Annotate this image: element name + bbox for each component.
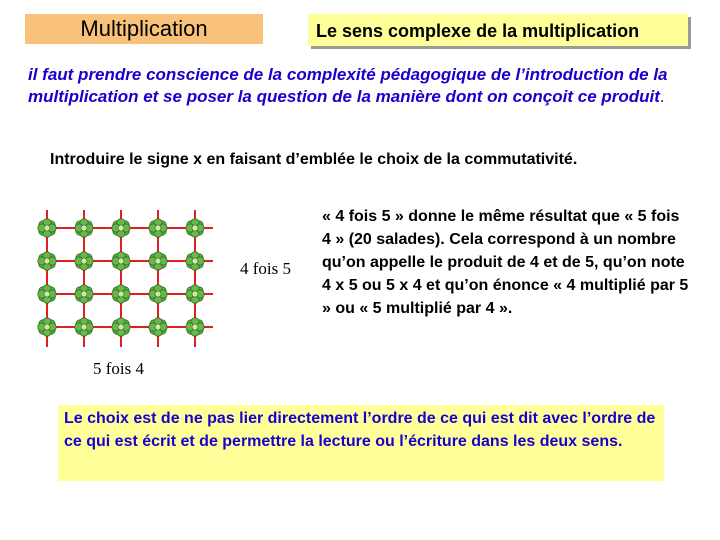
explanation-text: « 4 fois 5 » donne le même résultat que « 5 fois 4 » (20 salades). Cela correspond à un nombre qu’on appelle le produit de 4 et de 5, qu’on note 4 x 5 ou 5 x 4 et qu’on énonce « 4 multiplié par 5 » ou « 5 multiplié par 4 ».: [322, 208, 689, 317]
salad-icon: [186, 285, 204, 303]
salad-icon: [75, 285, 93, 303]
conclusion-box: [58, 405, 664, 481]
salad-icon: [38, 252, 56, 270]
salad-icon: [186, 318, 204, 336]
intro-text: il faut prendre conscience de la complexité pédagogique de l’introduction de la multiplication et se poser la question de la manière dont on conçoit ce produit: [28, 65, 668, 106]
salad-icon: [75, 252, 93, 270]
salad-icon: [149, 285, 167, 303]
salad-icon: [149, 252, 167, 270]
slide-title: Multiplication: [25, 14, 263, 44]
salad-icon: [186, 219, 204, 237]
salad-icon: [112, 219, 130, 237]
intro-period: .: [659, 87, 665, 106]
salad-icon: [149, 219, 167, 237]
salad-icon: [38, 318, 56, 336]
salad-icon: [149, 318, 167, 336]
conclusion-text: Le choix est de ne pas lier directement l’ordre de ce qui est dit avec l’ordre de ce qui est écrit et de permettre la lecture ou l’écriture dans les deux sens.: [64, 410, 656, 450]
salad-icon: [186, 252, 204, 270]
salad-icon: [38, 285, 56, 303]
salad-icon: [38, 219, 56, 237]
salad-icon: [75, 219, 93, 237]
commutativity-rule: Introduire le signe x en faisant d’emblée le choix de la commutativité.: [50, 151, 578, 168]
slide-subtitle: Le sens complexe de la multiplication: [308, 14, 688, 46]
salad-icon: [75, 318, 93, 336]
salad-icon: [112, 318, 130, 336]
salad-icon: [112, 285, 130, 303]
label-5-fois-4: 5 fois 4: [93, 359, 144, 376]
intro-paragraph: [28, 64, 698, 108]
salad-icon: [112, 252, 130, 270]
salad-grid-figure: [35, 206, 305, 376]
label-4-fois-5: 4 fois 5: [240, 259, 291, 278]
